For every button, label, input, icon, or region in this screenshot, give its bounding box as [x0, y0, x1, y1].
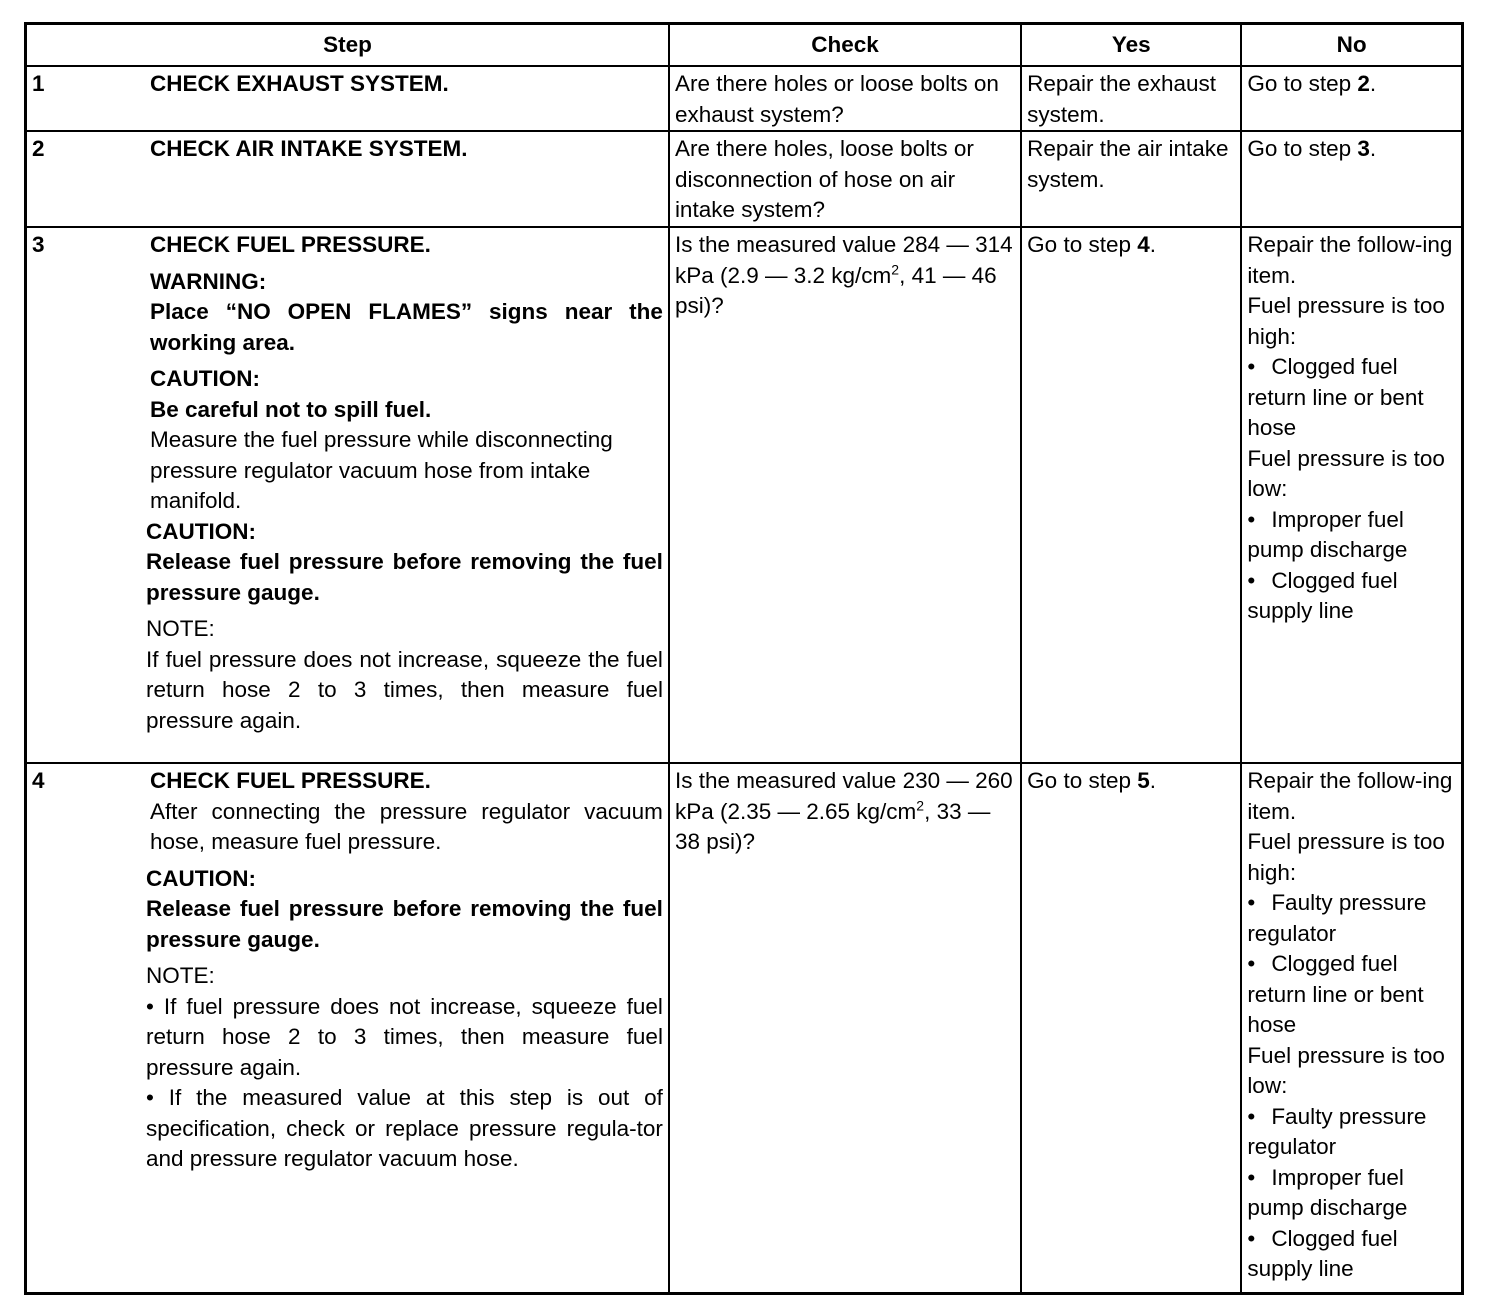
bullet-icon: •	[1247, 506, 1256, 532]
no-step-ref: 2	[1357, 71, 1370, 96]
list-item	[1247, 1163, 1456, 1224]
check-text: Is the measured value 230 — 260 kPa (2.35 — 2.65 kg/cm	[674, 768, 1013, 824]
note-label: NOTE:	[146, 616, 215, 641]
header-yes: Yes	[1021, 24, 1241, 67]
caution-label: CAUTION:	[150, 366, 260, 391]
bullet-icon: •	[1247, 951, 1256, 976]
bullet-icon: •	[1247, 567, 1256, 593]
list-item-text: Improper fuel pump discharge	[1247, 506, 1408, 562]
check-superscript: 2	[916, 797, 925, 813]
table-row	[26, 227, 1463, 763]
step-number: 4	[32, 768, 45, 793]
list-item	[1247, 566, 1456, 627]
yes-text: Go to step	[1027, 232, 1138, 257]
no-suffix: .	[1369, 136, 1377, 161]
check-cell	[669, 763, 1021, 1293]
no-cell	[1241, 227, 1462, 763]
diagnostic-table	[24, 22, 1464, 1295]
measure-instruction: Measure the fuel pressure while disconnecting pressure regulator vacuum hose from intake manifold.	[150, 427, 613, 513]
no-cell	[1241, 66, 1462, 131]
no-intro: Repair the follow-ing item.	[1247, 232, 1453, 288]
list-item	[1247, 352, 1456, 444]
note-item: • If fuel pressure does not increase, squeeze fuel return hose 2 to 3 times, then measure fuel pressure again.	[146, 993, 663, 1080]
bullet-icon: •	[1247, 1225, 1256, 1251]
caution-text: Release fuel pressure before removing the fuel pressure gauge.	[146, 896, 663, 952]
note-text: If fuel pressure does not increase, squeeze the fuel return hose 2 to 3 times, then measure fuel pressure again.	[146, 646, 663, 733]
no-low-label: Fuel pressure is too low:	[1247, 445, 1445, 501]
step-cell	[26, 131, 669, 227]
step-number: 3	[32, 232, 45, 257]
list-item	[1247, 1102, 1456, 1163]
yes-cell	[1021, 763, 1241, 1293]
step-number: 2	[32, 136, 45, 161]
no-text: Go to step	[1247, 71, 1358, 96]
list-item	[1247, 505, 1456, 566]
check-cell: Are there holes or loose bolts on exhaust system?	[669, 66, 1021, 131]
bullet-icon: •	[1247, 890, 1256, 915]
check-text-end: , 41 — 46 psi)?	[674, 262, 997, 318]
no-low-label: Fuel pressure is too low:	[1247, 1042, 1445, 1098]
step-title: CHECK AIR INTAKE SYSTEM.	[150, 136, 468, 161]
check-cell	[669, 227, 1021, 763]
header-no: No	[1241, 24, 1462, 67]
check-text-end: , 33 — 38 psi)?	[674, 798, 991, 854]
list-item-text: Clogged fuel return line or bent hose	[1247, 951, 1424, 1037]
no-cell	[1241, 763, 1462, 1293]
caution-text: Release fuel pressure before removing the fuel pressure gauge.	[146, 549, 663, 605]
no-intro: Repair the follow-ing item.	[1247, 768, 1453, 824]
step-title: CHECK FUEL PRESSURE.	[150, 768, 431, 793]
yes-suffix: .	[1149, 768, 1157, 793]
no-suffix: .	[1369, 71, 1377, 96]
no-cell	[1241, 131, 1462, 227]
no-text: Go to step	[1247, 136, 1358, 161]
no-step-ref: 3	[1357, 136, 1370, 161]
yes-cell	[1021, 227, 1241, 763]
intro-text: After connecting the pressure regulator vacuum hose, measure fuel pressure.	[150, 798, 663, 854]
check-text: Is the measured value 284 — 314 kPa (2.9 — 3.2 kg/cm	[674, 232, 1013, 288]
yes-step-ref: 5	[1137, 768, 1150, 793]
caution-text: Be careful not to spill fuel.	[150, 396, 432, 422]
list-item-text: Faulty pressure regulator	[1247, 1103, 1427, 1159]
check-cell: Are there holes, loose bolts or disconnection of hose on air intake system?	[669, 131, 1021, 227]
list-item-text: Improper fuel pump discharge	[1247, 1164, 1408, 1220]
note-label: NOTE:	[146, 963, 215, 988]
step-title: CHECK FUEL PRESSURE.	[150, 232, 431, 257]
list-item	[1247, 949, 1456, 1041]
header-step: Step	[26, 24, 669, 67]
yes-suffix: .	[1149, 232, 1157, 257]
table-row	[26, 763, 1463, 1293]
step-number: 1	[32, 71, 45, 96]
yes-cell: Repair the air intake system.	[1021, 131, 1241, 227]
step-title: CHECK EXHAUST SYSTEM.	[150, 71, 449, 96]
check-superscript: 2	[891, 261, 900, 277]
yes-step-ref: 4	[1137, 232, 1150, 257]
yes-cell: Repair the exhaust system.	[1021, 66, 1241, 131]
warning-text: Place “NO OPEN FLAMES” signs near the working area.	[150, 299, 663, 355]
bullet-icon: •	[1247, 354, 1256, 379]
header-check: Check	[669, 24, 1021, 67]
no-high-label: Fuel pressure is too high:	[1247, 293, 1445, 349]
table-row	[26, 66, 1463, 131]
list-item	[1247, 888, 1456, 949]
header-row	[26, 24, 1463, 67]
bullet-icon: •	[1247, 1103, 1256, 1129]
no-high-label: Fuel pressure is too high:	[1247, 829, 1445, 885]
table-row	[26, 131, 1463, 227]
warning-label: WARNING:	[150, 268, 267, 294]
list-item-text: Clogged fuel supply line	[1247, 567, 1398, 623]
caution-label: CAUTION:	[146, 518, 256, 544]
caution-label: CAUTION:	[146, 865, 256, 891]
list-item-text: Clogged fuel return line or bent hose	[1247, 354, 1424, 440]
step-cell	[26, 227, 669, 763]
bullet-icon: •	[1247, 1164, 1256, 1190]
step-cell	[26, 763, 669, 1293]
list-item	[1247, 1224, 1456, 1285]
step-cell	[26, 66, 669, 131]
list-item-text: Faulty pressure regulator	[1247, 890, 1427, 946]
note-item: • If the measured value at this step is out of specification, check or replace pressure regula-tor and pressure regulator vacuum hose.	[146, 1085, 663, 1171]
list-item-text: Clogged fuel supply line	[1247, 1225, 1398, 1281]
yes-text: Go to step	[1027, 768, 1138, 793]
